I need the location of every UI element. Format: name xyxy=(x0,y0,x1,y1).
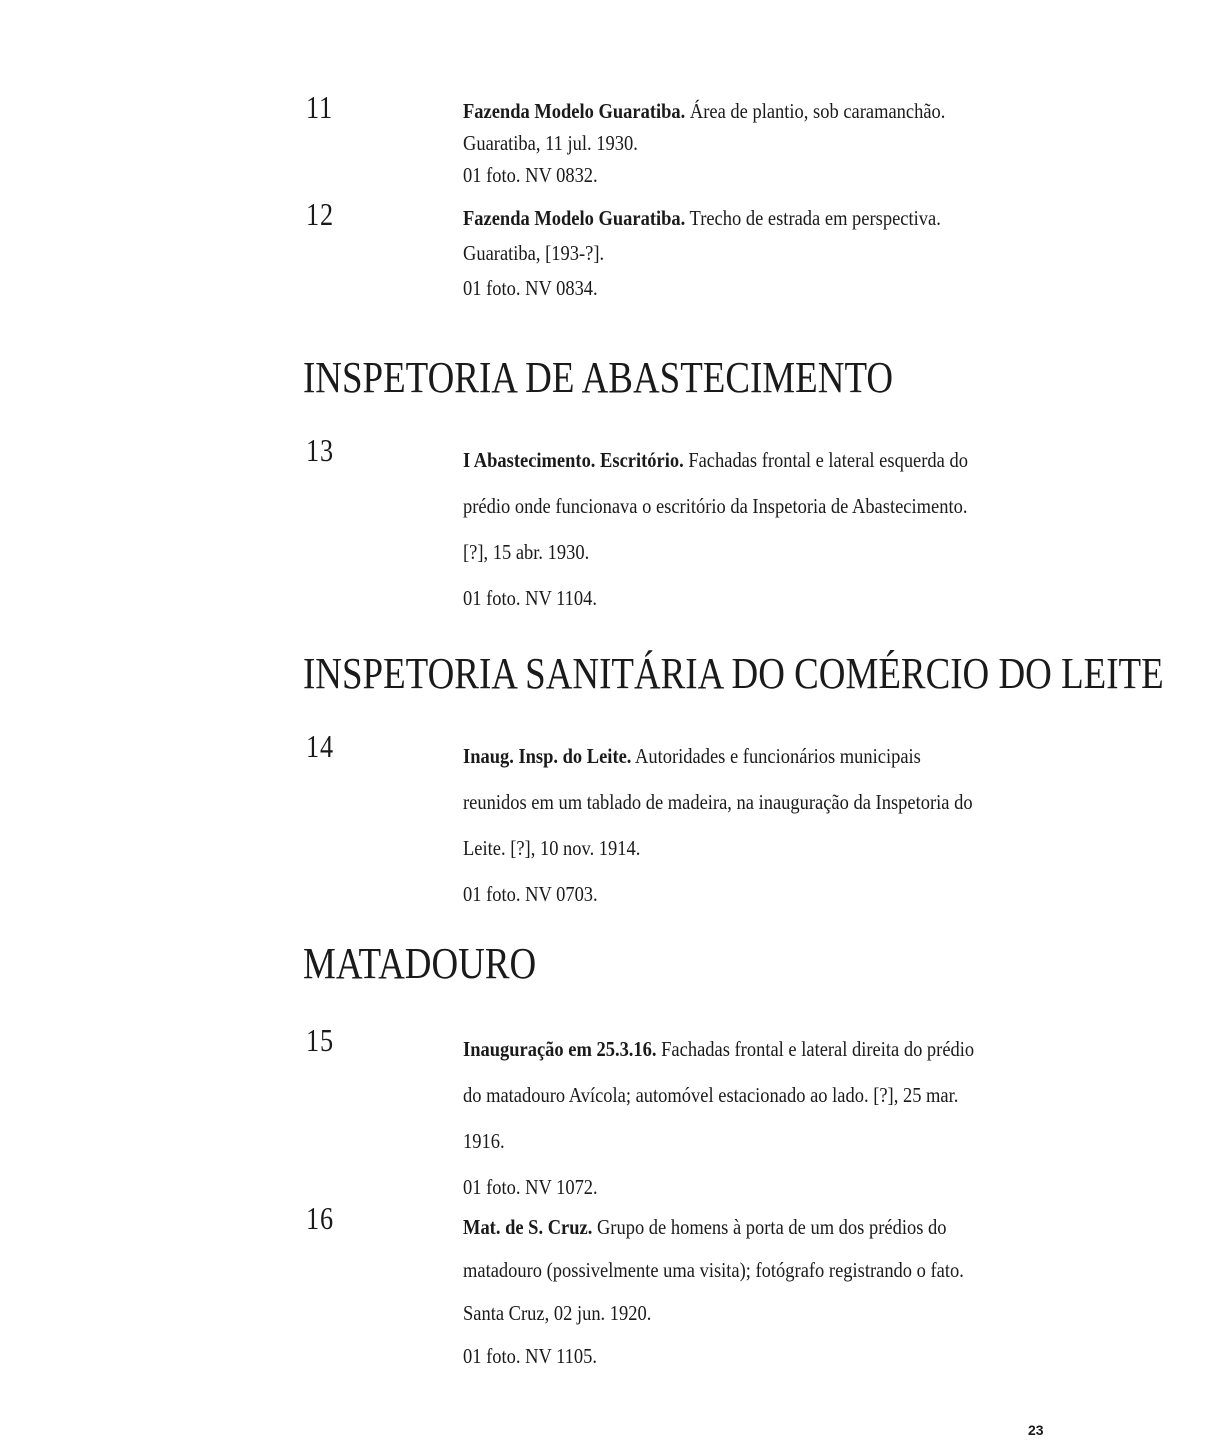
entry-16-place-date: Santa Cruz, 02 jun. 1920. xyxy=(463,1301,652,1325)
entry-13-line-2: prédio onde funcionava o escritório da Inspetoria de Abastecimento. xyxy=(463,494,968,518)
entry-15-line-3: 1916. xyxy=(463,1129,505,1153)
page-number: 23 xyxy=(1028,1422,1044,1438)
entry-16-description: Grupo de homens à porta de um dos prédios do xyxy=(592,1215,947,1239)
entry-13-title: I Abastecimento. Escritório. xyxy=(463,448,684,472)
entry-12-reference: 01 foto. NV 0834. xyxy=(463,276,598,300)
entry-11-place-date: Guaratiba, 11 jul. 1930. xyxy=(463,131,638,155)
entry-11-reference: 01 foto. NV 0832. xyxy=(463,163,598,187)
entry-12-place-date: Guaratiba, [193-?]. xyxy=(463,241,605,265)
entry-15-line-2: do matadouro Avícola; automóvel estacionado ao lado. [?], 25 mar. xyxy=(463,1083,959,1107)
entry-14-reference: 01 foto. NV 0703. xyxy=(463,882,598,906)
entry-number-16: 16 xyxy=(306,1200,334,1236)
entry-number-15: 15 xyxy=(306,1022,334,1058)
entry-13-place-date: [?], 15 abr. 1930. xyxy=(463,540,590,564)
entry-15-title: Inauguração em 25.3.16. xyxy=(463,1037,657,1061)
section-heading-abastecimento: INSPETORIA DE ABASTECIMENTO xyxy=(303,353,894,402)
entry-16 xyxy=(463,1206,991,1378)
section-heading-leite: INSPETORIA SANITÁRIA DO COMÉRCIO DO LEITE xyxy=(303,649,1164,698)
entry-12 xyxy=(463,201,991,306)
entry-11-title: Fazenda Modelo Guaratiba. xyxy=(463,99,686,123)
entry-14-description: Autoridades e funcionários municipais xyxy=(631,744,921,768)
entry-14-title: Inaug. Insp. do Leite. xyxy=(463,744,632,768)
entry-number-13: 13 xyxy=(306,432,334,468)
entry-11 xyxy=(463,95,991,191)
entry-16-line-2: matadouro (possivelmente uma visita); fotógrafo registrando o fato. xyxy=(463,1258,964,1282)
entry-14-line-1 xyxy=(463,733,991,779)
entry-14-line-2: reunidos em um tablado de madeira, na inauguração da Inspetoria do xyxy=(463,790,973,814)
entry-14 xyxy=(463,733,991,917)
entry-14-place-date: Leite. [?], 10 nov. 1914. xyxy=(463,836,641,860)
entry-12-title: Fazenda Modelo Guaratiba. xyxy=(463,206,686,230)
entry-15-description: Fachadas frontal e lateral direita do prédio xyxy=(656,1037,975,1061)
entry-16-line-1 xyxy=(463,1206,991,1249)
entry-16-title: Mat. de S. Cruz. xyxy=(463,1215,593,1239)
entry-13-line-1 xyxy=(463,437,991,483)
entry-13-description: Fachadas frontal e lateral esquerda do xyxy=(683,448,968,472)
entry-12-description: Trecho de estrada em perspectiva. xyxy=(685,206,941,230)
entry-number-14: 14 xyxy=(306,728,334,764)
entry-13 xyxy=(463,437,991,621)
section-heading-matadouro: MATADOURO xyxy=(303,939,537,988)
entry-11-description: Área de plantio, sob caramanchão. xyxy=(685,99,946,123)
entry-15-reference: 01 foto. NV 1072. xyxy=(463,1175,598,1199)
entry-13-reference: 01 foto. NV 1104. xyxy=(463,586,597,610)
entry-15 xyxy=(463,1026,991,1210)
entry-16-reference: 01 foto. NV 1105. xyxy=(463,1344,597,1368)
entry-number-11: 11 xyxy=(306,89,333,125)
entry-number-12: 12 xyxy=(306,196,334,232)
entry-15-line-1 xyxy=(463,1026,991,1072)
entry-12-line-1 xyxy=(463,201,991,236)
entry-11-line-1 xyxy=(463,95,991,127)
